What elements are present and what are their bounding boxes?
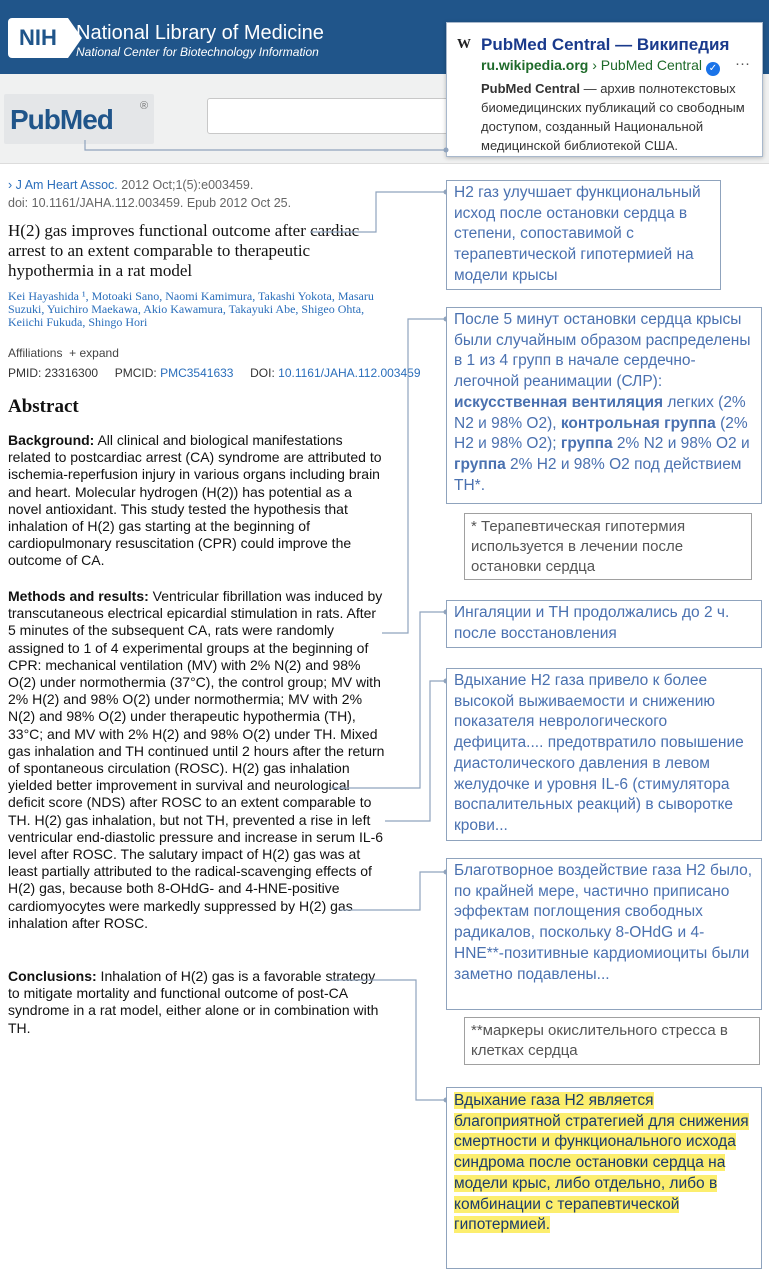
wikipedia-desc-text: — архив полнотекстовых биомедицинских публикаций со свободным доступом, созданный Национальной медицинской библиотекой США. [481,81,745,153]
groups-bold-3: группа [560,435,613,453]
callout-conclusion [446,1087,762,1269]
groups-bold-2: контрольная группа [560,414,716,432]
groups-intro: После 5 минут остановки сердца крысы были случайным образом распределены в 1 из 4 групп в начале сердечно-легочной реанимации (СЛР): [454,311,751,391]
article-title: H(2) gas improves functional outcome after cardiac arrest to an extent comparable to therapeutic hypothermia in a rat model [8,221,360,280]
abstract-heading: Abstract [8,396,79,417]
methods-label: Methods and results: [8,588,149,604]
background-text: All clinical and biological manifestations related to postcardiac arrest (CA) syndrome are attributed to ischemia-reperfusion injury in various organs including brain and heart. Molecular hydrogen (H(2)) has potential as a novel antioxidant. This study tested the hypothesis that inhalation of H(2) gas starting at the beginning of cardiopulmonary resuscitation (CPR) could improve the outcome of CA. [8,432,382,569]
conclusions-text: Inhalation of H(2) gas is a favorable strategy to mitigate mortality and functional outcome of post-CA syndrome in a rat model, either alone or in combination with TH. [8,968,379,1036]
connector-inhalation [330,612,446,788]
doi-label: DOI: [250,366,279,380]
callout-breathing-results: Вдыхание H2 газа привело к более высокой выживаемости и снижению показателя неврологического дефицита.... предотвратило повышение диастолического давления в левом желудочке и уровня IL-6 (стимулятора воспалительных реакций) в сыворотке крови... [446,668,762,841]
conclusion-highlight: Вдыхание газа H2 является благоприятной стратегией для снижения смертности и функционального исхода синдрома после остановки сердца на модели крыс, либо отдельно, либо в комбинации с терапевтической гипотермией. [454,1092,749,1234]
pmid: PMID: 23316300 [8,366,99,380]
wikipedia-domain: ru.wikipedia.org [481,57,589,73]
callout-inhalation: Ингаляции и TH продолжались до 2 ч. после восстановления [446,600,762,648]
groups-text-3: 2% N2 и 98% O2 и [612,435,750,453]
wikipedia-path: › PubMed Central [588,57,702,73]
pubmed-trademark: ® [140,100,149,112]
doi-line: doi: 10.1161/JAHA.112.003459. Epub 2012 Oct 25. [8,196,292,210]
callout-groups [446,307,762,504]
nih-logo-text: NIH [19,25,57,50]
nih-subtitle: National Center for Biotechnology Information [76,45,319,59]
background-label: Background: [8,432,95,448]
more-options-icon[interactable]: ··· [735,55,750,72]
expand-button[interactable]: + expand [69,346,119,360]
chevron-right-icon: › [8,178,13,192]
connector-breathing [385,681,446,821]
affiliations-label: Affiliations [8,346,63,360]
note-stress-markers: **маркеры окислительного стресса в клетках сердца [464,1017,760,1065]
groups-text-1: легких (2% N2 и 98% O2), [454,393,746,432]
groups-text-2: (2% H2 и 98% O2); [454,414,748,453]
groups-bold-4: группа [454,455,506,473]
connector-title [310,192,446,232]
connector-wiki [85,140,446,150]
connector-beneficial [340,872,446,910]
connector-conclusion [330,980,446,1100]
verified-check-icon: ✓ [706,62,720,76]
wikipedia-link-title[interactable]: PubMed Central — Википедия [481,35,730,54]
connector-dot [444,148,449,153]
callout-beneficial-effect: Благотворное воздействие газа H2 было, по крайней мере, частично приписано эффектам поглощения свободных радикалов, поскольку 8-OHdG и 4-HNE**-позитивные кардиомиоциты были заметно подавлены... [446,858,762,1010]
nih-title[interactable]: National Library of Medicine [76,22,324,44]
callout-title-translation: H2 газ улучшает функциональный исход после остановки сердца в степени, сопоставимой с терапевтической гипотермией на модели крысы [446,180,721,290]
pmcid-link[interactable]: PMC3541633 [160,366,234,380]
wikipedia-icon: W [457,37,471,52]
groups-bold-1: искусственная вентиляция [454,393,664,411]
connector-groups [382,319,446,633]
note-therapeutic-hypothermia: * Терапевтическая гипотермия используется в лечении после остановки сердца [464,513,752,580]
author-list[interactable]: Kei Hayashida ¹, Motoaki Sano, Naomi Kamimura, Takashi Yokota, Masaru Suzuki, Yuichiro Maekawa, Akio Kawamura, Takayuki Abe, Shigeo Ohta, Keiichi Fukuda, Shingo Hori [8,289,374,329]
pmcid-label: PMCID: [114,366,161,380]
wikipedia-desc-bold: PubMed Central [481,81,580,96]
pubmed-logo-text: PubMed [10,104,113,135]
methods-text: Ventricular fibrillation was induced by transcutaneous electrical epicardial stimulation in rats. After 5 minutes of the subsequent CA, rats were randomly assigned to 1 of 4 experimental groups at the beginning of CPR: mechanical ventilation (MV) with 2% N(2) and 98% O(2) under normothermia (37°C), the control group; MV with 2% H(2) and 98% O(2) under normothermia; MV with 2% N(2) and 98% O(2) under therapeutic hypothermia (TH), 33°C; and MV with 2% H(2) and 98% O(2) under TH. Mixed gas inhalation and TH continued until 2 hours after the return of spontaneous circulation (ROSC). H(2) gas inhalation yielded better improvement in survival and neurological deficit score (NDS) after ROSC to an extent comparable to TH. H(2) gas inhalation, but not TH, prevented a rise in left ventricular end-diastolic pressure and increase in serum IL-6 level after ROSC. The salutary impact of H(2) gas was at least partially attributed to the radical-scavenging effects of H(2) gas, because both 8-OHdG- and 4-HNE-positive cardiomyocytes were markedly suppressed by H(2) gas inhalation after ROSC. [8,588,385,931]
journal-date: 2012 Oct;1(5):e003459. [117,178,254,192]
doi-link[interactable]: 10.1161/JAHA.112.003459 [278,366,421,380]
groups-text-4: 2% H2 и 98% O2 под действием TH*. [454,455,742,494]
conclusions-label: Conclusions: [8,968,97,984]
journal-link[interactable]: J Am Heart Assoc. [15,178,118,192]
